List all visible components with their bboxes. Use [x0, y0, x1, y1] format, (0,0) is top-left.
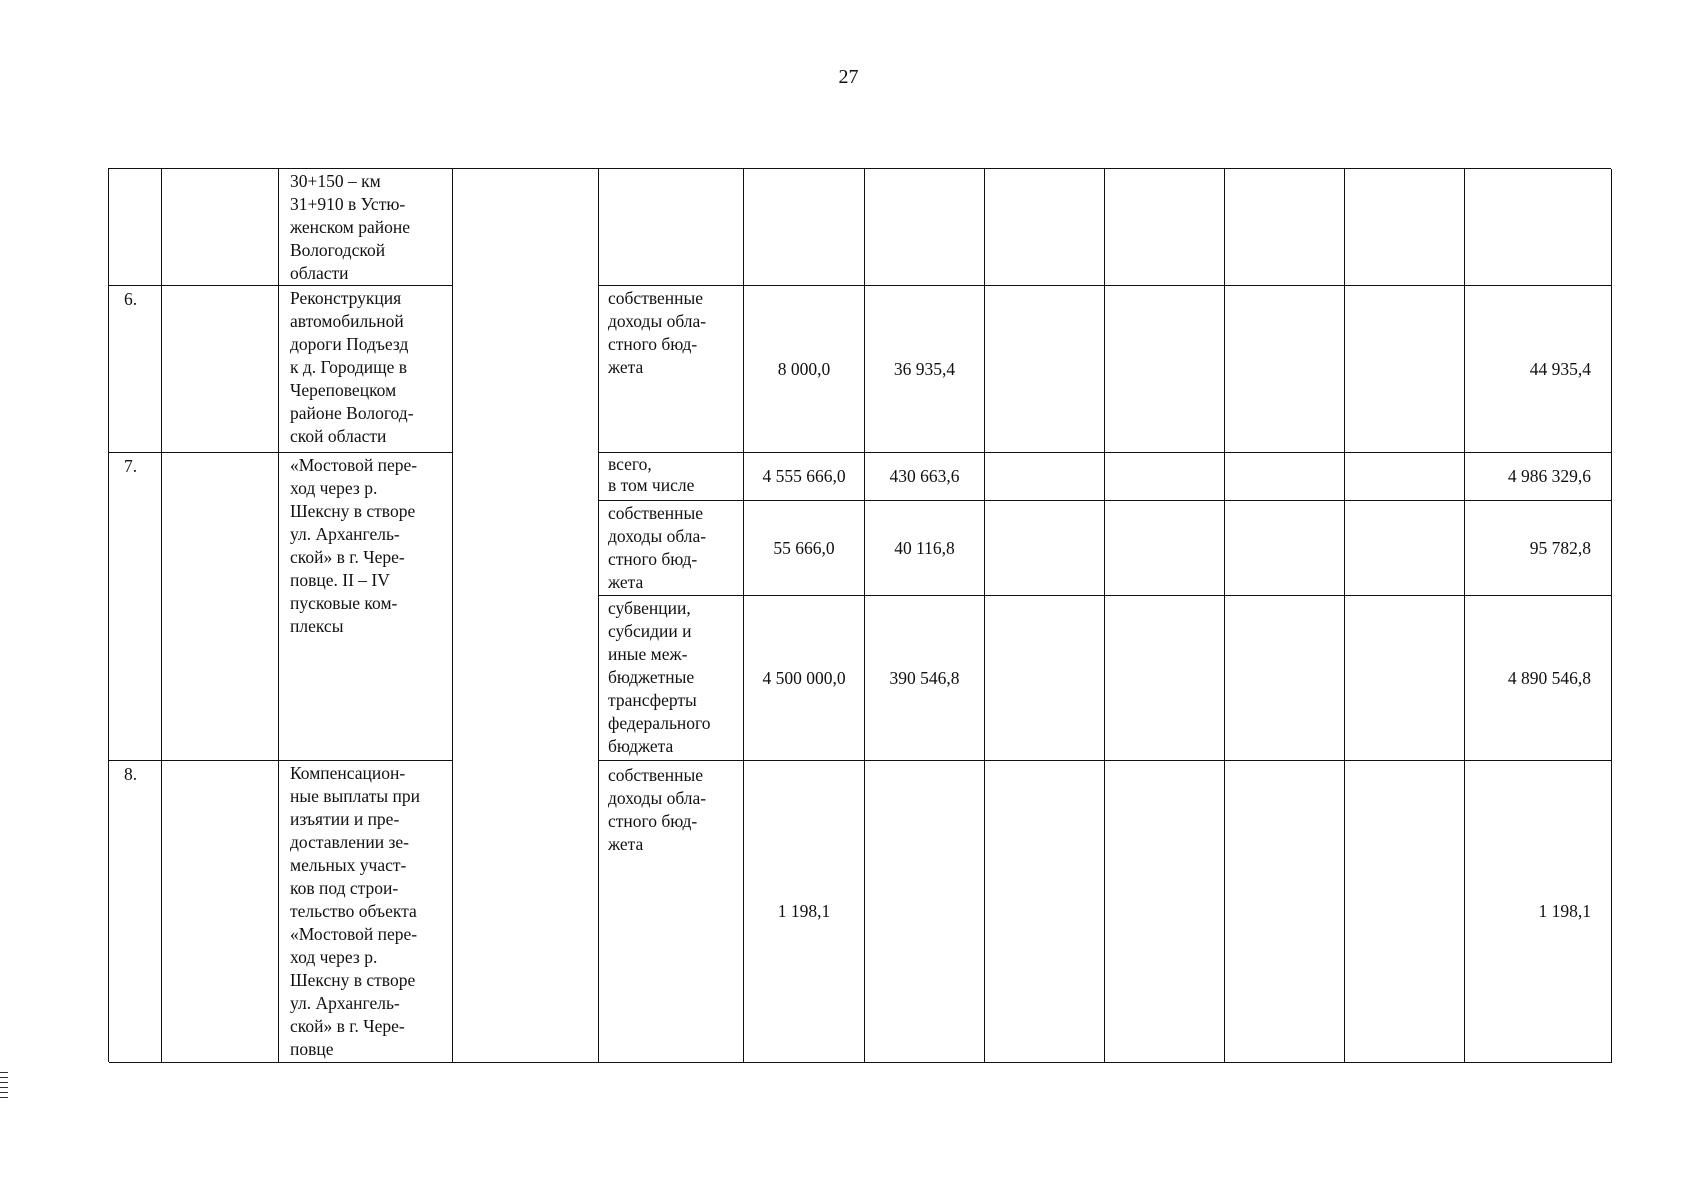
value-cell: [1225, 501, 1345, 596]
row-number-cell: 6.: [109, 286, 162, 453]
empty-merged-column: [453, 169, 599, 1063]
source-cell: собственные доходы обла- стного бюд- жета: [599, 501, 744, 596]
row-number-cell: [109, 169, 162, 286]
source-cell: субвенции, субсидии и иные меж- бюджетные трансферты федерального бюджета: [599, 596, 744, 761]
value-cell: [1345, 596, 1465, 761]
object-name-cell: 30+150 – км 31+910 в Устю- женском районе Вологодской области: [279, 169, 453, 286]
value-cell: [1345, 761, 1465, 1063]
value-cell: 40 116,8: [865, 501, 985, 596]
value-cell: [1345, 169, 1465, 286]
object-name-cell: «Мостовой пере- ход через р. Шексну в створе ул. Архангель- ской» в г. Чере- повце. II – IV пусковые ком- плексы: [279, 453, 453, 761]
value-cell: [744, 169, 865, 286]
source-cell: собственные доходы обла- стного бюд- жета: [599, 761, 744, 1063]
object-name-cell: Компенсацион- ные выплаты при изъятии и пре- доставлении зе- мельных участ- ков под строи- тельство объекта «Мостовой пере- ход через р. Шексну в створе ул. Архангель- ской» в г. Чере- повце: [279, 761, 453, 1063]
value-cell: [985, 596, 1105, 761]
total-cell: 1 198,1: [1465, 761, 1612, 1063]
total-cell: [1465, 169, 1612, 286]
value-cell: [1105, 761, 1225, 1063]
value-cell: 4 500 000,0: [744, 596, 865, 761]
row-number-cell: 8.: [109, 761, 162, 1063]
code-cell: [162, 761, 279, 1063]
value-cell: [1105, 596, 1225, 761]
code-cell: [162, 286, 279, 453]
source-cell: [599, 169, 744, 286]
source-cell: собственные доходы обла- стного бюд- жета: [599, 286, 744, 453]
code-cell: [162, 169, 279, 286]
value-cell: [1225, 169, 1345, 286]
value-cell: 4 555 666,0: [744, 453, 865, 501]
value-cell: [1225, 761, 1345, 1063]
value-cell: [1225, 453, 1345, 501]
value-cell: [1345, 501, 1465, 596]
total-cell: 4 986 329,6: [1465, 453, 1612, 501]
value-cell: [985, 286, 1105, 453]
row-number-cell: 7.: [109, 453, 162, 761]
code-cell: [162, 453, 279, 761]
value-cell: [865, 169, 985, 286]
value-cell: [985, 761, 1105, 1063]
object-name-cell: Реконструкция автомобильной дороги Подъезд к д. Городище в Череповецком районе Вологод- ской области: [279, 286, 453, 453]
budget-table: [108, 168, 1611, 1062]
value-cell: [1225, 596, 1345, 761]
value-cell: [865, 761, 985, 1063]
value-cell: [1105, 453, 1225, 501]
value-cell: [1105, 501, 1225, 596]
page-number: 27: [838, 66, 859, 88]
value-cell: [1105, 286, 1225, 453]
value-cell: 36 935,4: [865, 286, 985, 453]
value-cell: 55 666,0: [744, 501, 865, 596]
value-cell: [1225, 286, 1345, 453]
value-cell: 430 663,6: [865, 453, 985, 501]
value-cell: [1345, 286, 1465, 453]
total-cell: 44 935,4: [1465, 286, 1612, 453]
total-cell: 95 782,8: [1465, 501, 1612, 596]
value-cell: [985, 453, 1105, 501]
value-cell: 390 546,8: [865, 596, 985, 761]
scan-margin-mark: [0, 1072, 8, 1100]
source-cell: всего, в том числе: [599, 453, 744, 501]
total-cell: 4 890 546,8: [1465, 596, 1612, 761]
value-cell: 8 000,0: [744, 286, 865, 453]
value-cell: [1105, 169, 1225, 286]
value-cell: [1345, 453, 1465, 501]
value-cell: [985, 501, 1105, 596]
value-cell: [985, 169, 1105, 286]
value-cell: 1 198,1: [744, 761, 865, 1063]
